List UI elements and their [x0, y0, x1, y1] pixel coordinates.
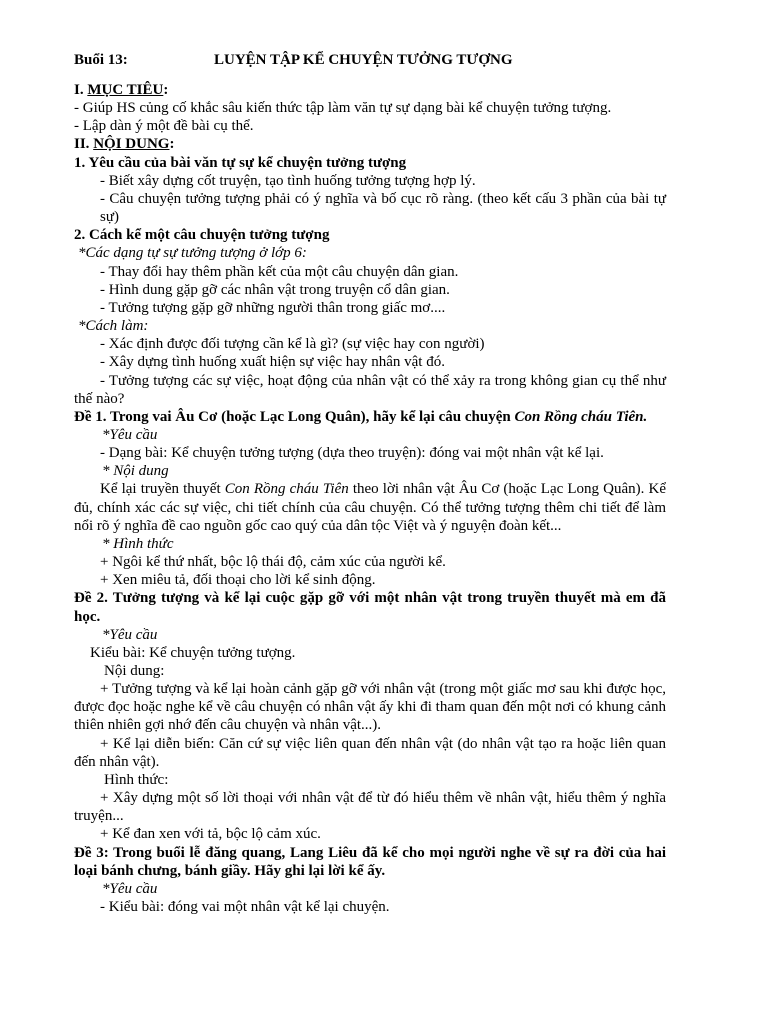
- section-title: MỤC TIÊU: [87, 82, 164, 98]
- de2-form-label: Hình thức:: [104, 771, 169, 788]
- de2-content-label: Nội dung:: [104, 663, 165, 679]
- part1-heading: 1. Yêu cầu của bài văn tự sự kể chuyện tưởng tượng: [74, 154, 407, 171]
- de2-form-line: + Xây dựng một số lời thoại với nhân vật để từ đó hiểu thêm về nhân vật, hiểu thêm ý nghĩa truyện...: [74, 790, 666, 825]
- de1-content-pre: Kể lại truyền thuyết: [100, 481, 225, 498]
- part1-line: - Biết xây dựng cốt truyện, tạo tình huống tưởng tượng hợp lý.: [100, 172, 476, 189]
- section-colon: :: [163, 82, 169, 98]
- method-item: - Xây dựng tình huống xuất hiện sự việc hay nhân vật đó.: [100, 354, 445, 371]
- de2-type-line: Kiểu bài: Kể chuyện tưởng tượng.: [90, 644, 296, 661]
- section-colon: :: [169, 136, 175, 153]
- de2-content-line: + Kể lại diễn biến: Căn cứ sự việc liên quan đến nhân vật (do nhân vật tạo ra hoặc liên quan đến nhân vật).: [74, 735, 666, 770]
- part1-line-text: - Câu chuyện tưởng tượng phải có ý nghĩa và bố cục rõ ràng. (theo kết cấu 3 phần của bài tự sự): [100, 190, 666, 226]
- section-number: I.: [74, 82, 88, 98]
- section-number: II.: [74, 136, 94, 153]
- objective-line: - Lập dàn ý một đề bài cụ thể.: [74, 118, 254, 135]
- de1-content-post: theo lời nhân vật Âu Cơ (hoặc Lạc Long Quân). Kể đủ, chính xác các sự việc, chi tiết chính của câu chuyện. Có thể tưởng tượng thêm chi tiết để làm nổi rõ ý nghĩa đề cao nguồn gốc cao quý của dân tộc Việt và ý nguyện đoàn kết...: [74, 481, 666, 534]
- method-item: - Tưởng tượng các sự việc, hoạt động của nhân vật có thể xảy ra trong không gian cụ thể như thế nào?: [74, 372, 666, 407]
- de2-heading: Đề 2. Tưởng tượng và kể lại cuộc gặp gỡ với một nhân vật trong truyền thuyết mà em đã học.: [74, 590, 666, 625]
- type-item: - Tưởng tượng gặp gỡ những người thân trong giấc mơ....: [100, 299, 446, 316]
- de1-heading: [74, 408, 666, 426]
- lesson-number: Buổi 13:: [74, 52, 128, 68]
- de2-req-label: *Yêu cầu: [102, 626, 158, 643]
- de1-form-label: * Hình thức: [102, 535, 174, 552]
- de1-heading-text: Đề 1. Trong vai Âu Cơ (hoặc Lạc Long Quân), hãy kể lại câu chuyện: [74, 408, 515, 425]
- document-title: LUYỆN TẬP KỂ CHUYỆN TƯỞNG TƯỢNG: [214, 52, 513, 68]
- de1-content-paragraph: [74, 480, 666, 534]
- de1-req-line: - Dạng bài: Kể chuyện tưởng tượng (dựa theo truyện): đóng vai một nhân vật kể lại.: [100, 445, 604, 462]
- de2-form-line: + Kể đan xen với tả, bộc lộ cảm xúc.: [100, 826, 321, 843]
- header: [74, 49, 666, 71]
- section-objectives-heading: [74, 81, 666, 99]
- types-label: *Các dạng tự sự tưởng tượng ở lớp 6:: [78, 245, 307, 262]
- part2-heading: 2. Cách kể một câu chuyện tưởng tượng: [74, 227, 330, 244]
- de3-heading: Đề 3: Trong buổi lễ đăng quang, Lang Liêu đã kể cho mọi người nghe về sự ra đời của hai loại bánh chưng, bánh giầy. Hãy ghi lại lời kể ấy.: [74, 844, 666, 879]
- de2-content-line: + Tưởng tượng và kể lại hoàn cảnh gặp gỡ với nhân vật (trong một giấc mơ sau khi được học, được đọc hoặc nghe kể về câu chuyện có nhân vật ấy khi đi tham quan đến một nơi có khung cảnh thiên nhiên gợi nhớ đến câu chuyện và nhân vật...).: [74, 681, 666, 734]
- de1-content-story: Con Rồng cháu Tiên: [224, 481, 349, 498]
- method-item: - Xác định được đối tượng cần kể là gì? (sự việc hay con người): [100, 336, 485, 353]
- de1-form-line: + Xen miêu tả, đối thoại cho lời kể sinh động.: [100, 572, 376, 589]
- method-label: *Cách làm:: [78, 318, 149, 335]
- de3-type-line: - Kiểu bài: đóng vai một nhân vật kể lại chuyện.: [100, 899, 390, 916]
- de1-form-line: + Ngôi kể thứ nhất, bộc lộ thái độ, cảm xúc của người kể.: [100, 554, 446, 571]
- objective-line: - Giúp HS củng cố khắc sâu kiến thức tập làm văn tự sự dạng bài kể chuyện tưởng tượng.: [74, 100, 612, 117]
- de1-req-label: *Yêu cầu: [102, 426, 158, 443]
- part1-line: [74, 190, 666, 226]
- section-title: NỘI DUNG: [93, 136, 170, 153]
- type-item: - Thay đổi hay thêm phần kết của một câu chuyện dân gian.: [100, 263, 459, 280]
- document-body: [74, 49, 666, 916]
- section-content-heading: [74, 135, 666, 153]
- de1-content-label: * Nội dung: [102, 463, 169, 480]
- type-item: - Hình dung gặp gỡ các nhân vật trong truyện cổ dân gian.: [100, 281, 450, 298]
- de3-req-label: *Yêu cầu: [102, 880, 158, 897]
- de1-story-title: Con Rồng cháu Tiên.: [514, 408, 648, 425]
